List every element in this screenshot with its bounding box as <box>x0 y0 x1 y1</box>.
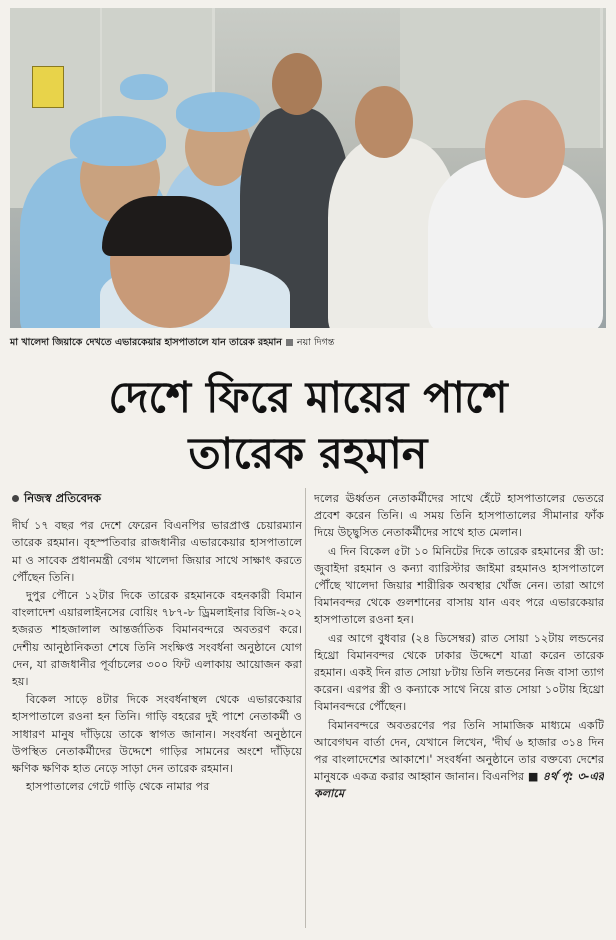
person-head <box>485 100 565 198</box>
paragraph: এ দিন বিকেল ৫টা ১০ মিনিটের দিকে তারেক রহমানের স্ত্রী ডা: জুবাইদা রহমান ও কন্যা ব্যারিস্টার জাইমা রহমানও হাসপাতালে পৌঁছে খালেদা জিয়ার শারীরিক অবস্থার খোঁজ নেন। তারা আগে বিমানবন্দর থেকে গুলশানের বাসায় যান এবং পরে এভারকেয়ার হাসপাতালে রওনা হন। <box>314 544 604 627</box>
bullet-icon <box>12 495 19 502</box>
column-divider <box>305 488 306 928</box>
article-column-right <box>314 490 604 930</box>
person-head <box>355 86 413 158</box>
paragraph: বিকেল সাড়ে ৪টার দিকে সংবর্ধনাস্থল থেকে এভারকেয়ার হাসপাতালে রওনা হন তিনি। গাড়ি বহরের দুই পাশে নেতাকর্মী ও সাধারণ মানুষ দাঁড়িয়ে তাকে স্বাগত জানান। সংবর্ধনা অনুষ্ঠানে উপস্থিত নেতাকর্মীদের উদ্দেশে গাড়ির সামনের অংশে দাঁড়িয়ে ক্ষণিক ক্ষণিক হাত নেড়ে সাড়া দেন তারেক রহমান। <box>12 693 302 776</box>
surgical-cap-icon <box>176 92 260 132</box>
wall-sign-icon <box>32 66 64 108</box>
paragraph <box>314 717 604 803</box>
surgical-cap-icon <box>120 74 168 100</box>
byline-text: নিজস্ব প্রতিবেদক <box>24 491 102 505</box>
paragraph: দীর্ঘ ১৭ বছর পর দেশে ফেরেন বিএনপির ভারপ্রাপ্ত চেয়ারম্যান তারেক রহমান। বৃহস্পতিবার রাজধানীর এভারকেয়ার হাসপাতালে মা ও সাবেক প্রধানমন্ত্রী বেগম খালেদা জিয়ার সাথে সাক্ষাৎ করতে পৌঁছেন তিনি। <box>12 519 302 584</box>
person-head <box>272 53 322 115</box>
continuation-text: ৪র্থ পৃ: ৩-এর কলামে <box>314 770 604 801</box>
byline <box>12 490 302 507</box>
article-column-left <box>12 490 302 930</box>
paragraph: দলের ঊর্ধ্বতন নেতাকর্মীদের সাথে হেঁটে হাসপাতালের ভেতরে প্রবেশ করেন তিনি। এ সময় তিনি হাসপাতালের সীমানার ফাঁক দিয়ে উচ্ছ্বসিত নেতাকর্মীদের সাথে হাত মেলান। <box>314 492 604 540</box>
photo-caption <box>10 336 606 351</box>
paragraph: দুপুর পৌনে ১২টার দিকে তারেক রহমানকে বহনকারী বিমান বাংলাদেশ এয়ারলাইনসের বোয়িং ৭৮৭-৮ ড্রিমলাইনার বিজি-২০২ হজরত শাহজালাল আন্তর্জাতিক বিমানবন্দরে অবতরণ করে। দেশীয় আনুষ্ঠানিকতা শেষে তিনি সংক্ষিপ্ত সংবর্ধনা অনুষ্ঠানে যোগ দেন, যা রাজধানীর পূর্বাচলের ৩০০ ফিট এলাকায় আয়োজন করা হয়। <box>12 589 302 689</box>
headline-line-2: তারেক রহমান <box>188 429 428 479</box>
news-photo <box>10 8 606 328</box>
paragraph-text: বিমানবন্দরে অবতরণের পর তিনি সামাজিক মাধ্যমে একটি আবেগঘন বার্তা দেন, যেখানে লিখেন, 'দীর্ঘ ৬ হাজার ৩১৪ দিন পর বাংলাদেশের আকাশে।' সংবর্ধনা অনুষ্ঠানে তার বক্তব্যে দেশের মানুষকে একত্র করার আহ্বান জানান। বিএনপির <box>314 718 604 784</box>
surgical-cap-icon <box>70 116 166 166</box>
continuation-note[interactable]: ■ ৪র্থ পৃ: ৩-এর কলামে <box>314 770 604 801</box>
square-bullet-icon <box>286 339 293 346</box>
paragraph: এর আগে বুধবার (২৪ ডিসেম্বর) রাত সোয়া ১২টায় লন্ডনের হিথ্রো বিমানবন্দর থেকে ঢাকার উদ্দেশে যাত্রা করেন তারেক রহমান। একই দিন রাত সোয়া ৮টায় তিনি লন্ডনের নিজ বাসা ত্যাগ করেন। এরপর স্ত্রী ও কন্যাকে সাথে নিয়ে রাত সোয়া ১০টায় হিথ্রো বিমানবন্দরে পৌঁছেন। <box>314 631 604 714</box>
caption-text: মা খালেদা জিয়াকে দেখতে এভারকেয়ার হাসপাতালে যান তারেক রহমান <box>10 337 282 348</box>
caption-source: নয়া দিগন্ত <box>296 337 335 348</box>
headline-line-1: দেশে ফিরে মায়ের পাশে <box>108 373 508 423</box>
headline <box>10 370 606 482</box>
paragraph: হাসপাতালের গেটে গাড়ি থেকে নামার পর <box>26 780 210 794</box>
